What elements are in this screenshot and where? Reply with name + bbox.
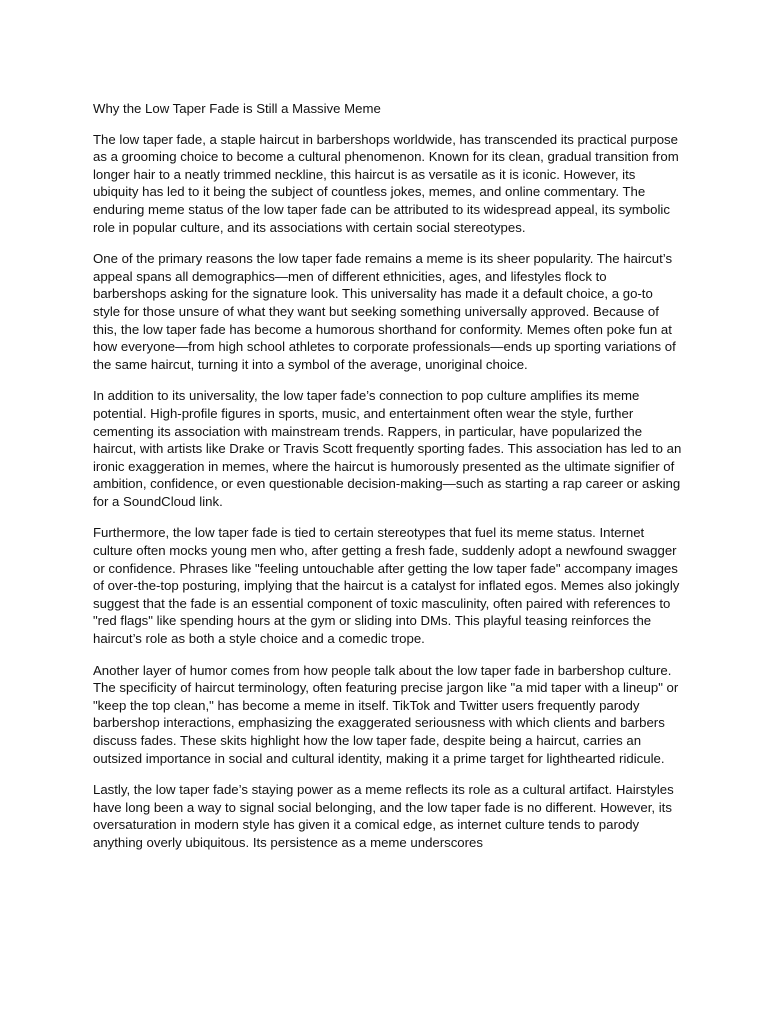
paragraph-4: Furthermore, the low taper fade is tied to certain stereotypes that fuel its meme status. Internet culture often mocks young men who, after getting a fresh fade, suddenly adopt a newfound swagger or confidence. Phrases like "feeling untouchable after getting the low taper fade" accompany images of over-the-top posturing, implying that the haircut is a catalyst for inflated egos. Memes also jokingly suggest that the fade is an essential component of toxic masculinity, often paired with references to "red flags" like spending hours at the gym or sliding into DMs. This playful teasing reinforces the haircut’s role as both a style choice and a comedic trope. bbox=[93, 525, 680, 647]
paragraph-6: Lastly, the low taper fade’s staying power as a meme reflects its role as a cultural artifact. Hairstyles have long been a way to signal social belonging, and the low taper fade is no different. However, its oversaturation in modern style has given it a comical edge, as internet culture tends to parody anything overly ubiquitous. Its persistence as a meme underscores bbox=[93, 782, 674, 850]
paragraph-1: The low taper fade, a staple haircut in barbershops worldwide, has transcended its practical purpose as a grooming choice to become a cultural phenomenon. Known for its clean, gradual transition from longer hair to a neatly trimmed neckline, this haircut is as versatile as it is iconic. However, its ubiquity has led to it being the subject of countless jokes, memes, and online commentary. The enduring meme status of the low taper fade can be attributed to its widespread appeal, its symbolic role in popular culture, and its associations with certain social stereotypes. bbox=[93, 131, 679, 235]
paragraph-5: Another layer of humor comes from how people talk about the low taper fade in barbershop culture. The specificity of haircut terminology, often featuring precise jargon like "a mid taper with a lineup" or "keep the top clean," has become a meme in itself. TikTok and Twitter users frequently parody barbershop interactions, emphasizing the exaggerated seriousness with which clients and barbers discuss fades. These skits highlight how the low taper fade, despite being a haircut, carries an outsized importance in social and cultural identity, making it a prime target for lighthearted ridicule. bbox=[93, 662, 679, 766]
paragraph-2: One of the primary reasons the low taper fade remains a meme is its sheer popularity. The haircut’s appeal spans all demographics—men of different ethnicities, ages, and lifestyles flock to barbershops asking for the signature look. This universality has made it a default choice, a go-to style for those unsure of what they want but seeking something universally approved. Because of this, the low taper fade has become a humorous shorthand for conformity. Memes often poke fun at how everyone—from high school athletes to corporate professionals—ends up sporting variations of the same haircut, turning it into a symbol of the average, unoriginal choice. bbox=[93, 251, 676, 372]
paragraph-3: In addition to its universality, the low taper fade’s connection to pop culture amplifies its meme potential. High-profile figures in sports, music, and entertainment often wear the style, further cementing its association with mainstream trends. Rappers, in particular, have popularized the haircut, with artists like Drake or Travis Scott frequently sporting fades. This association has led to an ironic exaggeration in memes, where the haircut is humorously presented as the ultimate signifier of ambition, confidence, or even questionable decision-making—such as starting a rap career or asking for a SoundCloud link. bbox=[93, 388, 682, 509]
document-title: Why the Low Taper Fade is Still a Massive Meme bbox=[93, 101, 381, 116]
document-body bbox=[93, 100, 683, 866]
